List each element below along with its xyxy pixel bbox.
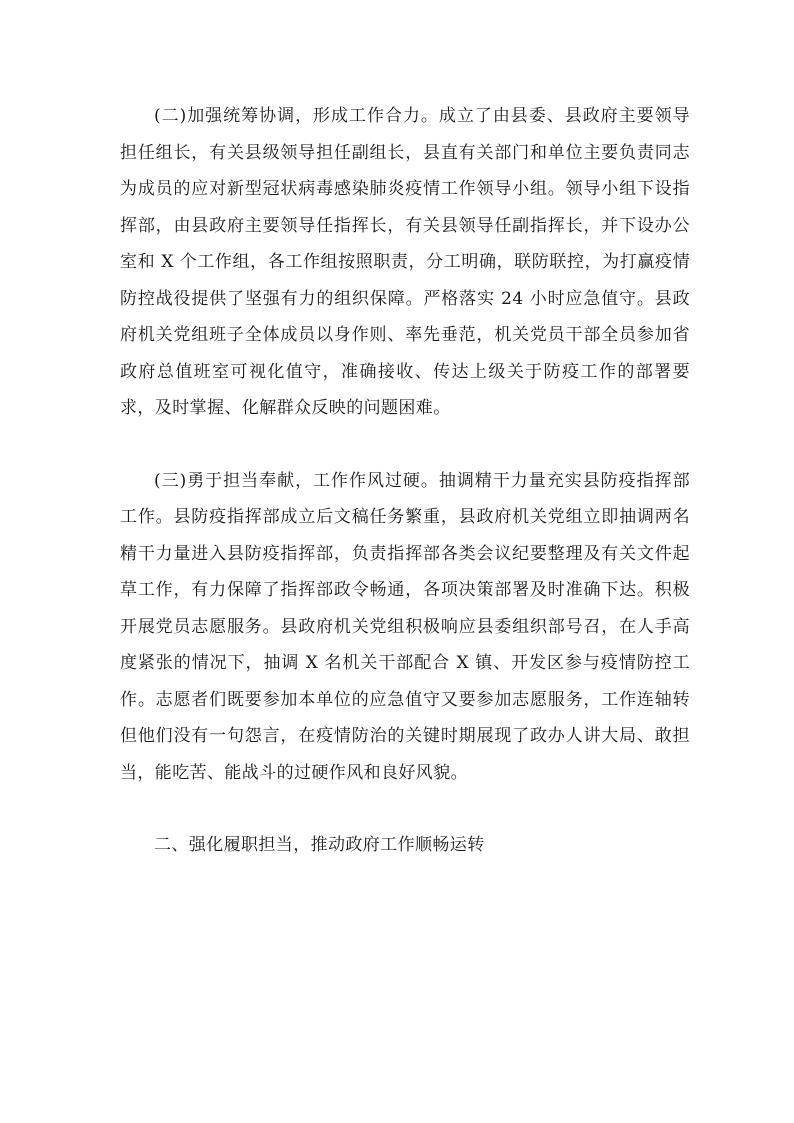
section-heading: 二、强化履职担当，推动政府工作顺畅运转	[154, 835, 485, 855]
paragraph-work-style: (三)勇于担当奉献，工作作风过硬。抽调精干力量充实县防疫指挥部工作。县防疫指挥部成立后文稿任务繁重，县政府机关党组立即抽调两名精干力量进入县防疫指挥部，负责指挥部各类会议纪要整理及有关文件起草工作，有力保障了指挥部政令畅通，各项决策部署及时准确下达。积极开展党员志愿服务。县政府机关党组积极响应县委组织部号召，在人手高度紧张的情况下，抽调 X 名机关干部配合 X 镇、开发区参与疫情防控工作。志愿者们既要参加本单位的应急值守又要参加志愿服务，工作连轴转但他们没有一句怨言，在疫情防治的关键时期展现了政办人讲大局、敢担当，能吃苦、能战斗的过硬作风和良好风貌。	[120, 470, 690, 783]
paragraph-organization: (二)加强统筹协调，形成工作合力。成立了由县委、县政府主要领导担任组长，有关县级领导担任副组长，县直有关部门和单位主要负责同志为成员的应对新型冠状病毒感染肺炎疫情工作领导小组。领导小组下设指挥部，由县政府主要领导任指挥长，有关县领导任副指挥长，并下设办公室和 X 个工作组，各工作组按照职责，分工明确，联防联控，为打赢疫情防控战役提供了坚强有力的组织保障。严格落实 24 小时应急值守。县政府机关党组班子全体成员以身作则、率先垂范，机关党员干部全员参加省政府总值班室可视化值守，准确接收、传达上级关于防疫工作的部署要求，及时掌握、化解群众反映的问题困难。	[120, 106, 690, 418]
document-body	[120, 98, 690, 864]
